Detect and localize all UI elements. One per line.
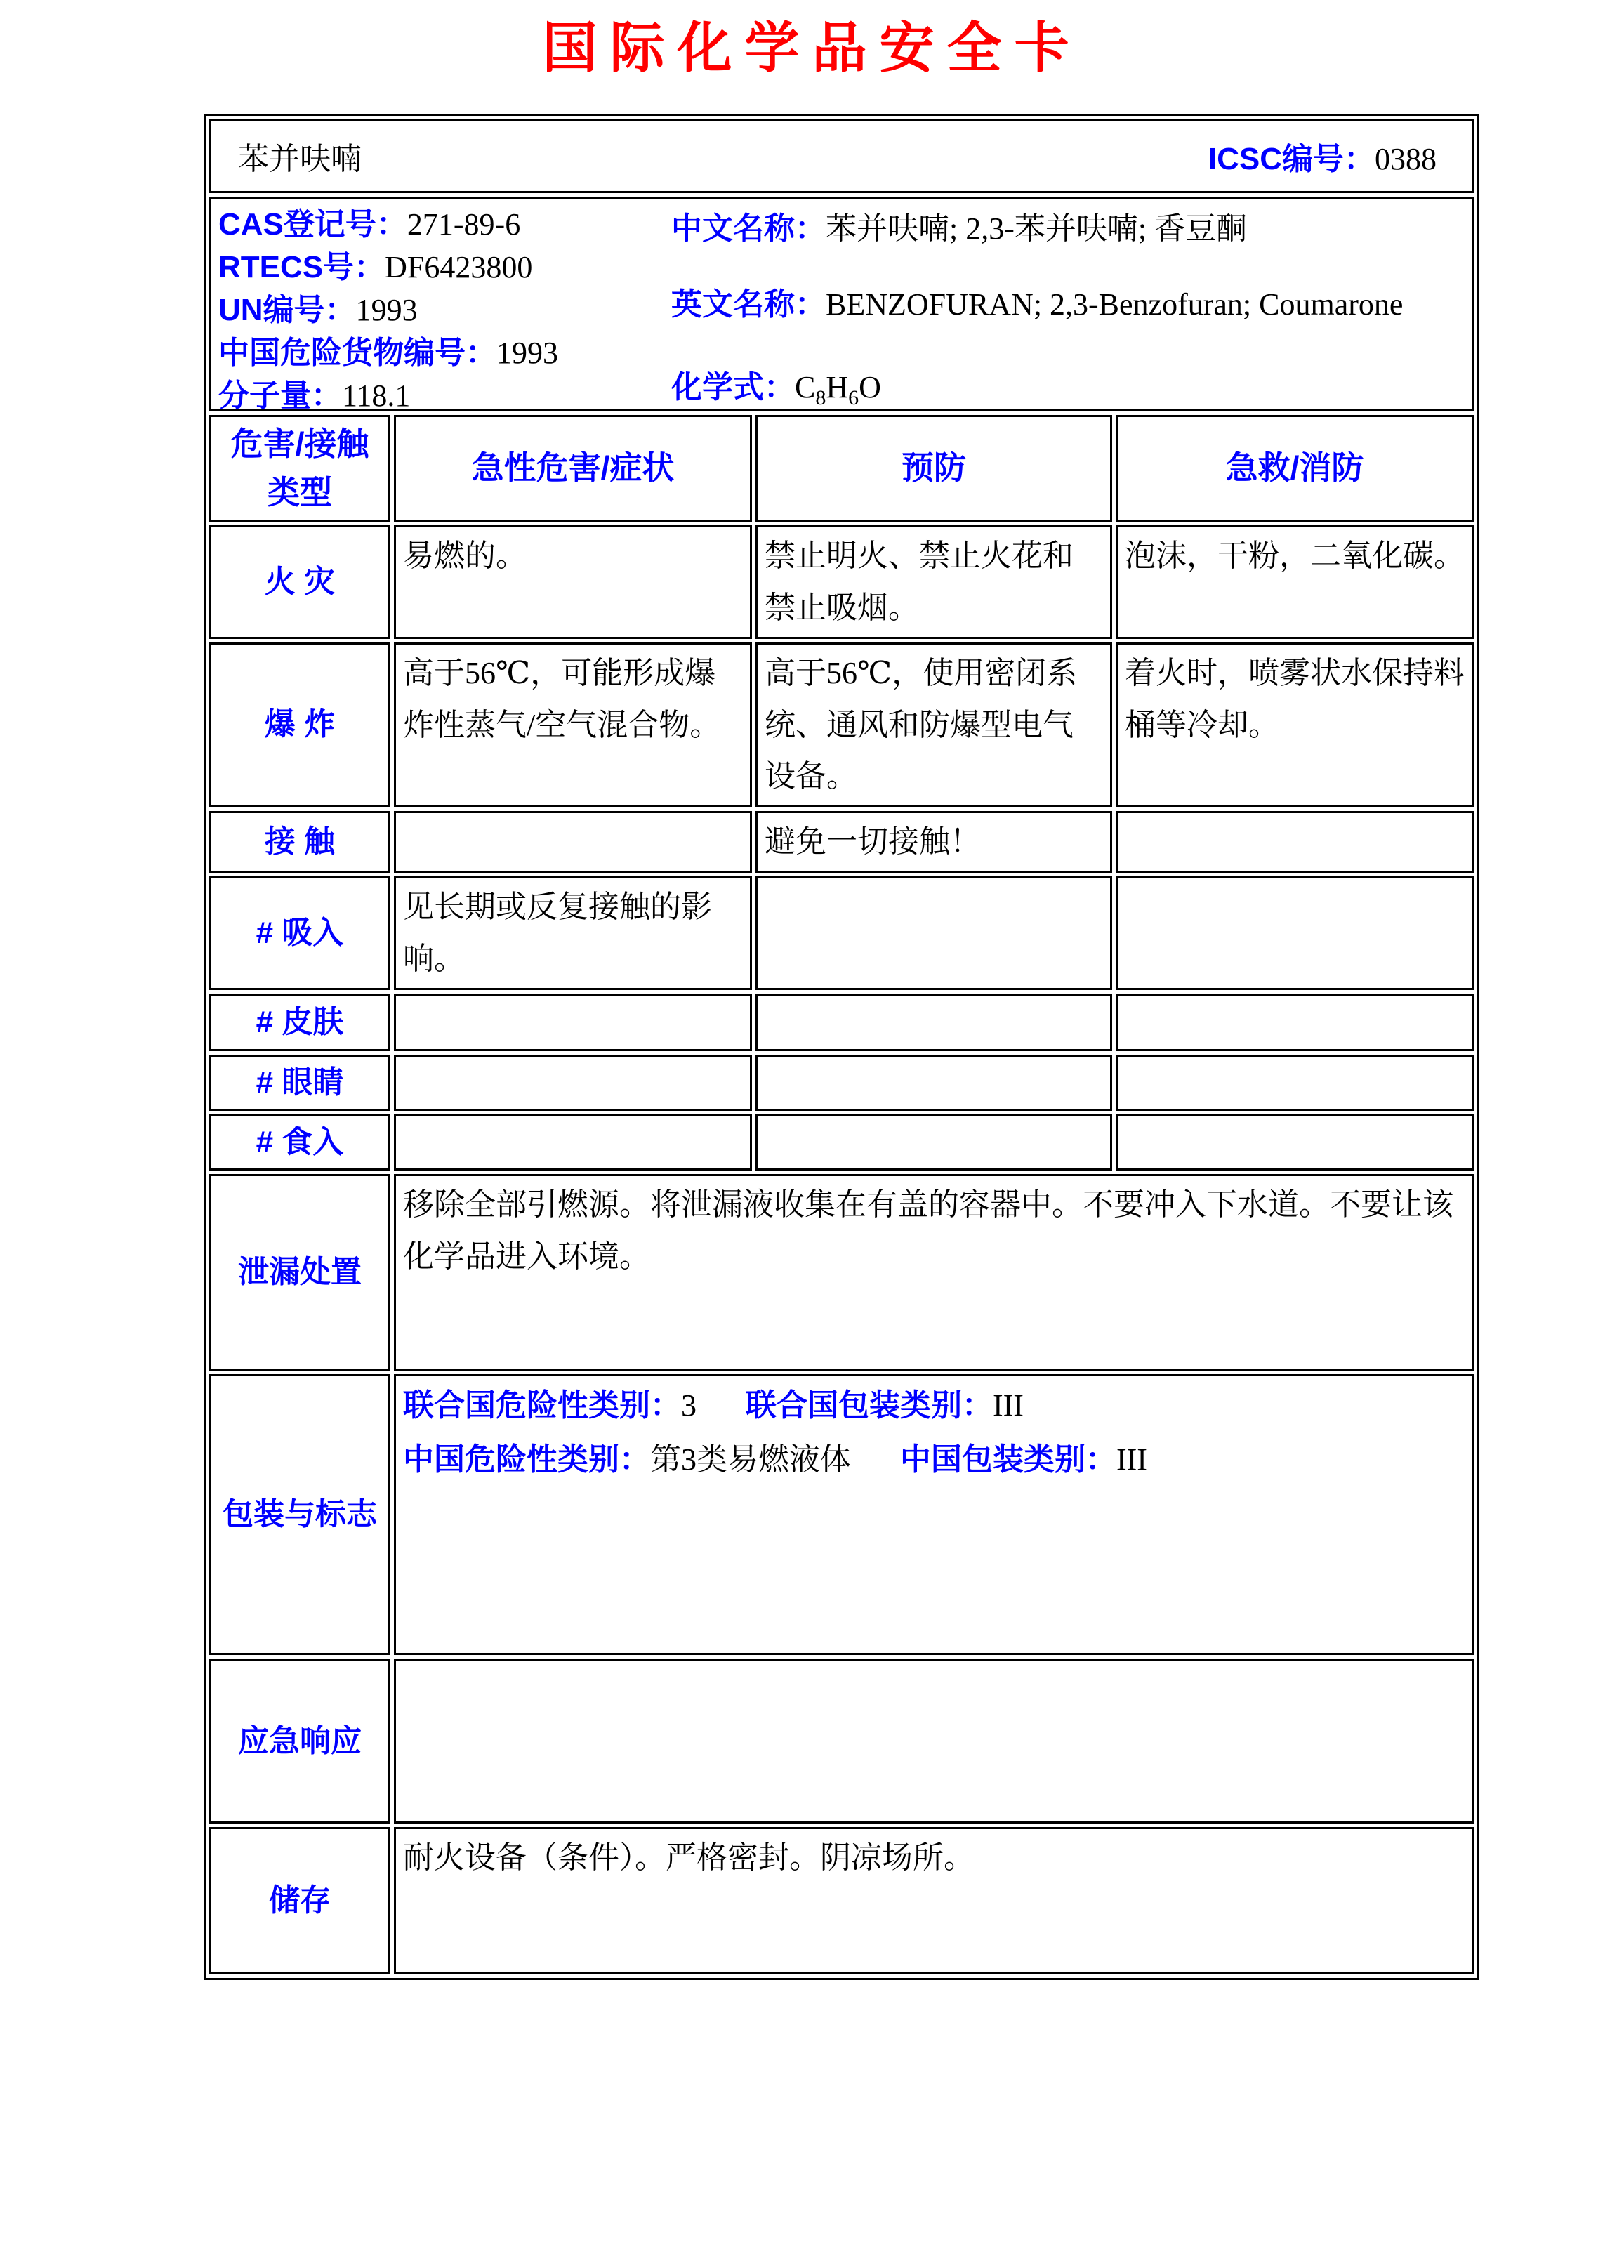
table-row-packaging (209, 1374, 1474, 1655)
table-row-spill-disposal (209, 1174, 1474, 1371)
rtecs-number-line (218, 246, 671, 289)
header-first-aid: 急救/消防 (1116, 415, 1474, 522)
icsc-number-value: 0388 (1375, 142, 1437, 177)
cn-dg-number-value: 1993 (496, 335, 558, 370)
icsc-number-label: ICSC编号： (1208, 142, 1375, 177)
molecular-weight-line (218, 374, 671, 411)
cn-class-line (403, 1433, 1465, 1487)
chinese-name-value: 苯并呋喃; 2,3-苯并呋喃; 香豆酮 (826, 211, 1248, 246)
card-header-row (209, 119, 1474, 193)
storage-content: 耐火设备（条件）。严格密封。阴凉场所。 (394, 1827, 1474, 1974)
skin-prevention-cell (755, 994, 1112, 1051)
molecular-weight-value: 118.1 (342, 378, 411, 411)
row-label-storage: 储存 (209, 1827, 390, 1974)
fire-symptoms-cell: 易燃的。 (394, 525, 752, 639)
table-row-eyes (209, 1055, 1474, 1111)
ingestion-prevention-cell (755, 1114, 1112, 1171)
skin-response-cell (1116, 994, 1474, 1051)
formula-value: $C_8H_6O$ (795, 369, 881, 409)
molecular-weight-label: 分子量： (218, 378, 342, 411)
row-label-contact: 接 触 (209, 811, 390, 873)
rtecs-number-label: RTECS号： (218, 249, 385, 284)
table-row-skin (209, 994, 1474, 1051)
table-row-explosion (209, 642, 1474, 808)
identifier-list (218, 202, 671, 411)
row-label-spill-disposal: 泄漏处置 (209, 1174, 390, 1371)
un-number-value: 1993 (355, 292, 418, 327)
eyes-response-cell (1116, 1055, 1474, 1111)
inhalation-symptoms-cell: 见长期或反复接触的影响。 (394, 876, 752, 990)
cn-hazard-class-value: 第3类易燃液体 (650, 1442, 851, 1477)
row-label-fire: 火 灾 (209, 525, 390, 639)
header-hazard-type: 危害/接触类型 (209, 415, 390, 522)
inhalation-response-cell (1116, 876, 1474, 990)
identifiers-cell (209, 197, 1474, 411)
chemical-name-cn: 苯并呋喃 (238, 142, 362, 177)
contact-prevention-cell: 避免一切接触！ (755, 811, 1112, 873)
cas-number-line (218, 203, 671, 246)
explosion-symptoms-cell: 高于56℃，可能形成爆炸性蒸气/空气混合物。 (394, 642, 752, 808)
fire-prevention-cell: 禁止明火、禁止火花和禁止吸烟。 (755, 525, 1112, 639)
chinese-name-label: 中文名称： (671, 211, 826, 246)
table-row-contact (209, 811, 1474, 873)
eyes-prevention-cell (755, 1055, 1112, 1111)
row-label-emergency-response: 应急响应 (209, 1659, 390, 1824)
packaging-content (394, 1374, 1474, 1655)
spill-disposal-content: 移除全部引燃源。将泄漏液收集在有盖的容器中。不要冲入下水道。不要让该化学品进入环境。 (394, 1174, 1474, 1371)
table-row-ingestion (209, 1114, 1474, 1171)
formula-line (671, 362, 1465, 407)
explosion-response-cell: 着火时，喷雾状水保持料桶等冷却。 (1116, 642, 1474, 808)
inhalation-prevention-cell (755, 876, 1112, 990)
icsc-number-group (1208, 133, 1437, 178)
un-number-label: UN编号： (218, 292, 356, 327)
cas-number-value: 271-89-6 (407, 206, 521, 242)
card-header-cell (209, 119, 1474, 193)
row-label-skin: # 皮肤 (209, 994, 390, 1051)
icsc-card-table (204, 114, 1479, 1980)
explosion-prevention-cell: 高于56℃，使用密闭系统、通风和防爆型电气设备。 (755, 642, 1112, 808)
eyes-symptoms-cell (394, 1055, 752, 1111)
cn-hazard-class-label: 中国危险性类别： (403, 1442, 650, 1477)
contact-symptoms-cell (394, 811, 752, 873)
un-pack-group-label: 联合国包装类别： (746, 1388, 993, 1423)
skin-symptoms-cell (394, 994, 752, 1051)
cn-dg-number-label: 中国危险货物编号： (218, 335, 496, 370)
english-name-line (671, 285, 1422, 324)
cn-pack-group-label: 中国包装类别： (900, 1442, 1116, 1477)
hazard-header-row (209, 415, 1474, 522)
row-label-explosion: 爆 炸 (209, 642, 390, 808)
english-name-value: BENZOFURAN; 2,3-Benzofuran; Coumarone (826, 287, 1404, 322)
emergency-response-content (394, 1659, 1474, 1824)
fire-response-cell: 泡沫，干粉，二氧化碳。 (1116, 525, 1474, 639)
cas-number-label: CAS登记号： (218, 206, 407, 242)
name-list (671, 202, 1465, 407)
row-label-ingestion: # 食入 (209, 1114, 390, 1171)
row-label-packaging: 包装与标志 (209, 1374, 390, 1655)
un-hazard-class-value: 3 (681, 1388, 697, 1423)
table-row-inhalation (209, 876, 1474, 990)
un-hazard-class-label: 联合国危险性类别： (403, 1388, 681, 1423)
un-number-line (218, 289, 671, 331)
table-row-storage (209, 1827, 1474, 1974)
table-row-fire (209, 525, 1474, 639)
ingestion-symptoms-cell (394, 1114, 752, 1171)
cn-pack-group-value: III (1116, 1442, 1147, 1477)
page-title: 国际化学品安全卡 (542, 16, 1082, 80)
chinese-name-line (671, 203, 1465, 248)
table-row-emergency-response (209, 1659, 1474, 1824)
header-prevention: 预防 (755, 415, 1112, 522)
un-class-line (403, 1379, 1465, 1433)
row-label-inhalation: # 吸入 (209, 876, 390, 990)
formula-label: 化学式： (671, 369, 795, 404)
header-acute-symptoms: 急性危害/症状 (394, 415, 752, 522)
english-name-label: 英文名称： (671, 287, 826, 322)
identifiers-row (209, 197, 1474, 411)
un-pack-group-value: III (993, 1388, 1024, 1423)
row-label-eyes: # 眼睛 (209, 1055, 390, 1111)
contact-response-cell (1116, 811, 1474, 873)
ingestion-response-cell (1116, 1114, 1474, 1171)
cn-dg-number-line (218, 331, 671, 374)
rtecs-number-value: DF6423800 (385, 249, 533, 284)
